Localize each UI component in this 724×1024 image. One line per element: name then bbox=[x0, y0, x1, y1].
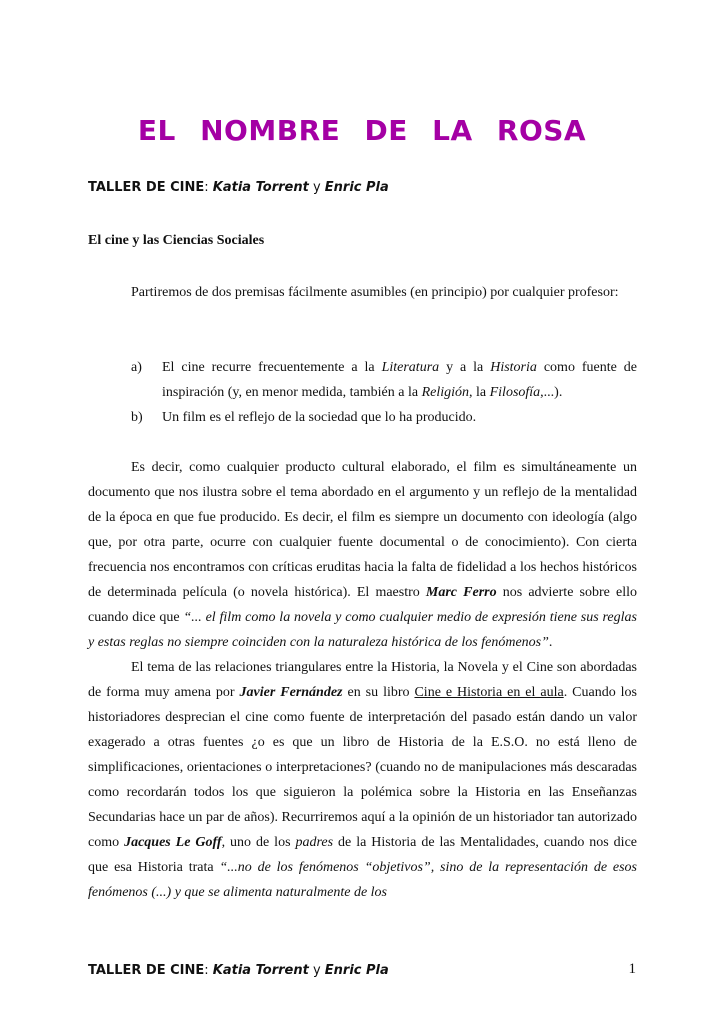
byline bbox=[88, 180, 389, 195]
text-run: , uno de los bbox=[221, 835, 296, 850]
text-run: El tema de las relaciones triangulares entre la Historia, la Novela y el Cine son abordadas de forma muy amena por bbox=[88, 660, 637, 700]
intro-paragraph: Partiremos de dos premisas fácilmente asumibles (en principio) por cualquier profesor: bbox=[131, 285, 619, 300]
footer-byline bbox=[88, 963, 389, 978]
text-run: Es decir, como cualquier producto cultural elaborado, el film es simultáneamente un documento que nos ilustra sobre el tema abordado en el argumento y un reflejo de la mentalidad de la época en que fue producido. Es decir, el film es siempre un documento con ideología (algo que, por otra parte, ocurre con cualquier fuente documental o de conocimiento). Con cierta frecuencia nos encontramos con críticas eruditas hacia la falta de fidelidad a los hechos históricos de determinada película (o novela histórica). El maestro bbox=[88, 460, 637, 600]
text-run: nos advierte sobre ello cuando dice que bbox=[88, 585, 637, 625]
section-heading: El cine y las Ciencias Sociales bbox=[88, 233, 265, 248]
page-number: 1 bbox=[628, 961, 636, 977]
emphasis-padres: padres bbox=[295, 835, 334, 850]
body-paragraph-2 bbox=[88, 655, 637, 905]
document-title: EL NOMBRE DE LA ROSA bbox=[137, 114, 587, 147]
footer-author-2: Enric Pla bbox=[324, 963, 389, 978]
byline-author-1: Katia Torrent bbox=[212, 180, 309, 195]
text-run: El cine recurre frecuentemente a la bbox=[162, 360, 382, 375]
footer-author-1: Katia Torrent bbox=[212, 963, 309, 978]
text-run: . Cuando los historiadores desprecian el cine como fuente de interpretación del pasado están dando un valor exagerado a otras fuentes ¿o es que un libro de Historia de la E.S.O. no está lleno de simplificaciones, orientaciones o interpretaciones? (cuando no de manipulaciones más descaradas como recordarán todos los que siguieron la polémica sobre la Historia en las Enseñanzas Secundarias hace un par de años). Recurriremos aquí a la opinión de un historiador tan autorizado como bbox=[88, 685, 638, 850]
quote-ferro: “... el film como la novela y como cualquier medio de expresión tiene sus reglas y estas reglas no siempre coinciden con la naturaleza histórica de los fenómenos” bbox=[88, 610, 637, 650]
text-run: de la Historia de las Mentalidades, cuando nos dice que esa Historia trata bbox=[88, 835, 637, 875]
emphasis-religion: Religión bbox=[421, 385, 469, 400]
footer-colon: : bbox=[204, 963, 209, 978]
list-marker: a) bbox=[131, 360, 142, 375]
author-name-javier-fernandez: Javier Fernández bbox=[239, 685, 343, 700]
premises-list bbox=[131, 355, 637, 430]
byline-conjunction: y bbox=[308, 180, 325, 195]
text-run: ,...). bbox=[540, 385, 563, 400]
quote-le-goff: “...no de los fenómenos “objetivos”, sino de la representación de esos fenómenos (...) y que se alimenta naturalmente de los bbox=[88, 860, 637, 900]
author-name-marc-ferro: Marc Ferro bbox=[425, 585, 497, 600]
footer-prefix: TALLER DE CINE bbox=[88, 963, 205, 978]
body-paragraph-1 bbox=[88, 455, 637, 655]
body-text bbox=[88, 455, 637, 905]
list-item-text: Un film es el reflejo de la sociedad que lo ha producido. bbox=[162, 410, 477, 425]
emphasis-literatura: Literatura bbox=[381, 360, 440, 375]
byline-prefix: TALLER DE CINE bbox=[88, 180, 205, 195]
author-name-jacques-le-goff: Jacques Le Goff bbox=[124, 835, 222, 850]
text-run: y a la bbox=[439, 360, 491, 375]
text-run: , la bbox=[469, 385, 490, 400]
byline-author-2: Enric Pla bbox=[324, 180, 389, 195]
text-run: . bbox=[548, 635, 553, 650]
footer-conjunction: y bbox=[308, 963, 325, 978]
text-run: como fuente de inspiración (y, en menor medida, también a la bbox=[162, 360, 638, 400]
emphasis-filosofia: Filosofía bbox=[489, 385, 541, 400]
emphasis-historia: Historia bbox=[490, 360, 537, 375]
list-marker: b) bbox=[131, 410, 143, 425]
list-item bbox=[131, 355, 637, 405]
book-title: Cine e Historia en el aula bbox=[414, 685, 564, 700]
text-run: en su libro bbox=[342, 685, 415, 700]
list-item-text bbox=[162, 355, 637, 405]
list-item bbox=[131, 405, 637, 430]
byline-colon: : bbox=[204, 180, 209, 195]
